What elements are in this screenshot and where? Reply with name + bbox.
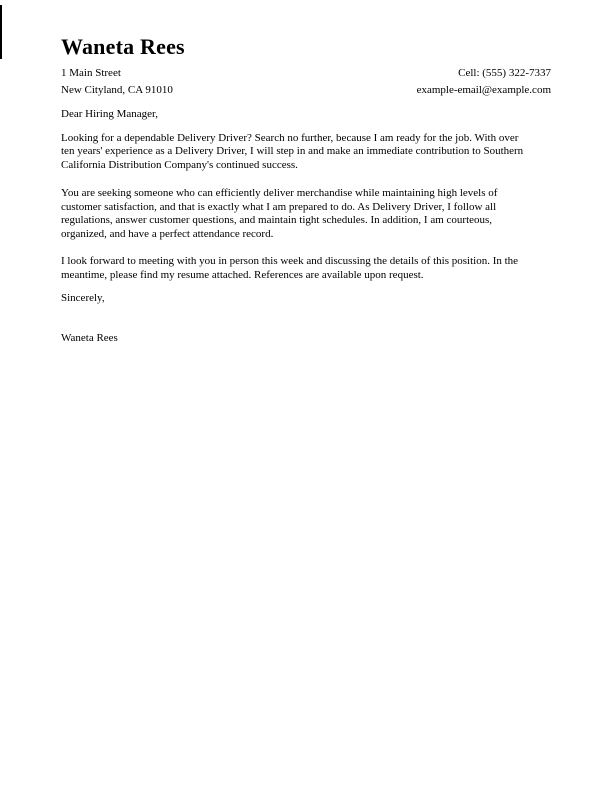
paragraph-1-line: ten years' experience as a Delivery Driver, I will step in and make an immediate contribution to Southern [61,145,524,157]
paragraph-2-line: customer satisfaction, and that is exactly what I am prepared to do. As Delivery Driver, I follow all [61,200,497,213]
greeting: Dear Hiring Manager, [61,108,158,120]
paragraph-1 [61,132,551,173]
paragraph-2-line: You are seeking someone who can efficiently deliver merchandise while maintaining high levels of [61,187,498,199]
address-line-street: 1 Main Street [61,67,121,79]
paragraph-3 [61,255,551,282]
closing: Sincerely, [61,292,105,304]
scan-artifact-line [0,5,2,59]
paragraph-3-line: I look forward to meeting with you in person this week and discussing the details of this position. In the [61,255,519,267]
signature-name: Waneta Rees [61,331,118,344]
contact-email: example-email@example.com [416,83,551,96]
letter-header [61,65,551,98]
paragraph-1-line: Looking for a dependable Delivery Driver? Search no further, because I am ready for the job. With over [61,131,519,144]
address-line-city: New Cityland, CA 91010 [61,83,173,96]
contact-cell: Cell: (555) 322-7337 [458,67,551,79]
letter-content [0,0,607,345]
paragraph-2-line: regulations, answer customer questions, and maintain tight schedules. In addition, I am courteous, [61,214,493,226]
paragraph-2 [61,187,551,241]
sender-address [61,65,173,98]
sender-name: Waneta Rees [61,34,185,59]
sender-contact [417,65,551,98]
paragraph-2-line: organized, and have a perfect attendance record. [61,227,274,240]
paragraph-1-line: California Distribution Company's continued success. [61,158,298,171]
paragraph-3-line: meantime, please find my resume attached. References are available upon request. [61,268,424,281]
